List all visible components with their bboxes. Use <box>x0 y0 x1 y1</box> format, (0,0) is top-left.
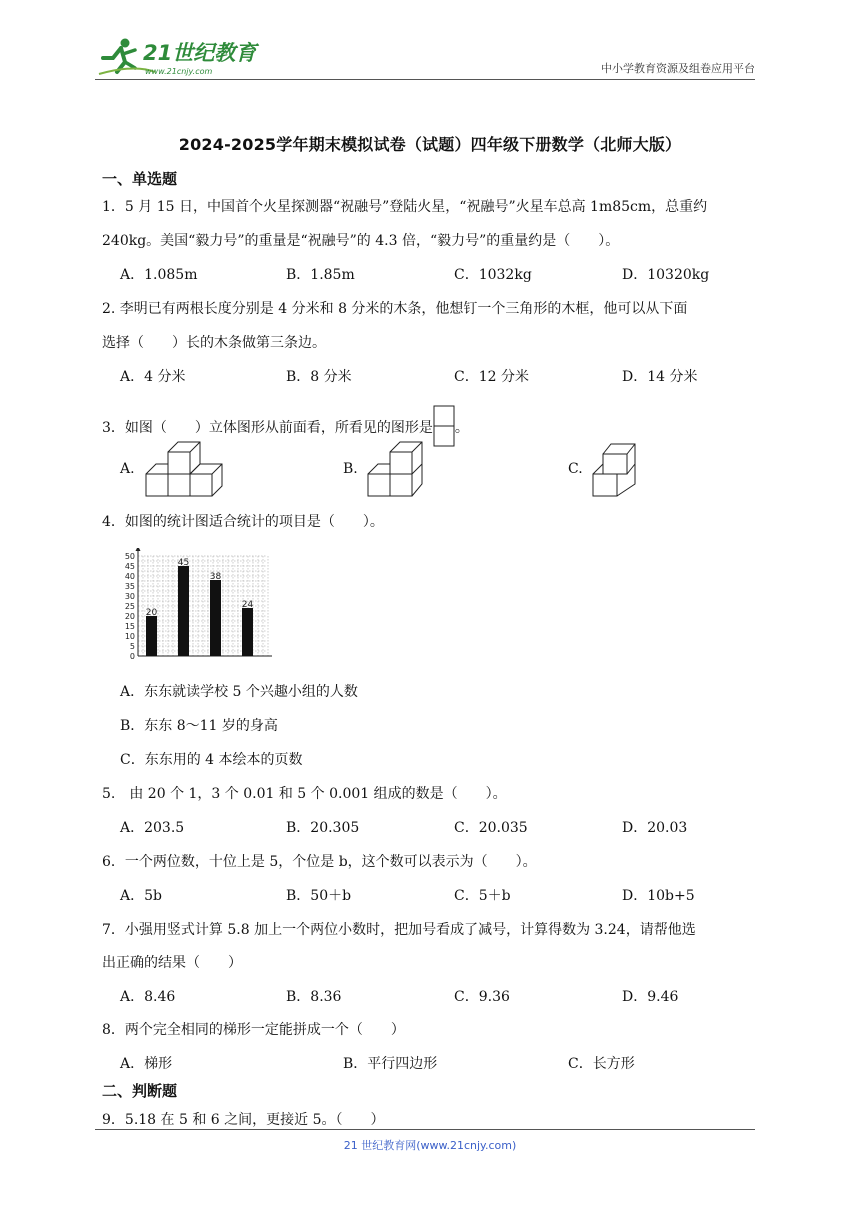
option-c[interactable]: C．长方形 <box>568 1056 635 1072</box>
bar <box>146 616 157 656</box>
question-text: 5. 由 20 个 1，3 个 0.01 和 5 个 0.001 组成的数是（ ）。 <box>102 786 507 802</box>
option-b[interactable]: B．8.36 <box>286 989 342 1005</box>
option-a[interactable]: A．东东就读学校 5 个兴趣小组的人数 <box>120 684 358 700</box>
option-c[interactable]: C．12 分米 <box>454 369 529 385</box>
option-d[interactable]: D．10b+5 <box>622 888 695 904</box>
option-b[interactable]: B．20.305 <box>286 820 360 836</box>
option-a[interactable]: A．5b <box>120 888 162 904</box>
logo-text: 21世纪教育 <box>143 41 257 65</box>
question-text: 8．两个完全相同的梯形一定能拼成一个（ ） <box>102 1022 405 1038</box>
bar-value-label: 45 <box>177 558 190 568</box>
option-a[interactable]: A．203.5 <box>120 820 185 836</box>
question-text: 9．5.18 在 5 和 6 之间，更接近 5。（ ） <box>102 1112 385 1128</box>
y-tick-label: 10 <box>124 632 135 641</box>
logo <box>95 34 265 78</box>
footer-divider <box>95 1129 755 1130</box>
option-b[interactable]: B．8 分米 <box>286 369 352 385</box>
y-tick-label: 35 <box>124 582 135 591</box>
y-tick-label: 15 <box>124 622 135 631</box>
section-heading: 一、单选题 <box>102 170 178 188</box>
y-tick-label: 0 <box>129 652 135 661</box>
bar-chart <box>116 548 272 664</box>
cube-figure-a <box>144 440 224 498</box>
question-text-part: 。 <box>454 420 469 436</box>
cube-figure-c <box>591 440 637 498</box>
question-text: 7．小强用竖式计算 5.8 加上一个两位小数时，把加号看成了减号，计算得数为 3.24，请帮他选 <box>102 922 696 938</box>
y-tick-label: 40 <box>124 572 135 581</box>
option-c[interactable]: C．东东用的 4 本绘本的页数 <box>120 752 303 768</box>
option-b[interactable]: B．1.85m <box>286 267 355 283</box>
page-footer: 21 世纪教育网(www.21cnjy.com) <box>343 1139 517 1152</box>
option-a[interactable]: A. <box>120 461 135 477</box>
option-d[interactable]: D．10320kg <box>622 267 710 283</box>
option-c[interactable]: C．5＋b <box>454 888 511 904</box>
option-c[interactable]: C．1032kg <box>454 267 532 283</box>
question-text: 2. 李明已有两根长度分别是 4 分米和 8 分米的木条，他想钉一个三角形的木框，他可以从下面 <box>102 301 688 317</box>
option-d[interactable]: D．9.46 <box>622 989 679 1005</box>
question-text: 1．5 月 15 日，中国首个火星探测器“祝融号”登陆火星，“祝融号”火星车总高 1m85cm，总重约 <box>102 199 708 215</box>
option-a[interactable]: A．8.46 <box>120 989 176 1005</box>
logo-url: www.21cnjy.com <box>145 67 213 76</box>
header-divider <box>95 79 755 80</box>
y-tick-label: 5 <box>129 642 135 651</box>
page-title: 2024-2025学年期末模拟试卷（试题）四年级下册数学（北师大版） <box>178 135 682 154</box>
cube-figure-b <box>366 440 430 498</box>
question-text: 选择（ ）长的木条做第三条边。 <box>102 335 326 351</box>
bar-value-label: 24 <box>241 600 254 610</box>
option-a[interactable]: A．4 分米 <box>120 369 186 385</box>
section-heading: 二、判断题 <box>102 1082 178 1100</box>
front-view-figure <box>433 405 455 447</box>
question-text: 出正确的结果（ ） <box>102 955 242 971</box>
option-b[interactable]: B．东东 8～11 岁的身高 <box>120 718 278 734</box>
question-text: 4．如图的统计图适合统计的项目是（ ）。 <box>102 514 384 530</box>
y-axis-arrow <box>136 548 141 551</box>
y-tick-label: 25 <box>124 602 135 611</box>
question-text: 6．一个两位数，十位上是 5，个位是 b，这个数可以表示为（ ）。 <box>102 854 537 870</box>
bar <box>242 608 253 656</box>
header-tagline: 中小学教育资源及组卷应用平台 <box>601 62 755 75</box>
bar <box>210 580 221 656</box>
option-d[interactable]: D．14 分米 <box>622 369 698 385</box>
bar <box>178 566 189 656</box>
option-c[interactable]: C．20.035 <box>454 820 528 836</box>
option-b[interactable]: B. <box>343 461 358 477</box>
bar-value-label: 20 <box>145 608 158 618</box>
y-tick-label: 20 <box>124 612 135 621</box>
y-tick-label: 30 <box>124 592 135 601</box>
y-tick-label: 45 <box>124 562 135 571</box>
bar-value-label: 38 <box>209 572 222 582</box>
option-a[interactable]: A．梯形 <box>120 1056 173 1072</box>
option-a[interactable]: A．1.085m <box>120 267 198 283</box>
option-c[interactable]: C. <box>568 461 583 477</box>
option-b[interactable]: B．平行四边形 <box>343 1056 438 1072</box>
question-text: 240kg。美国“毅力号”的重量是“祝融号”的 4.3 倍，“毅力号”的重量约是（ ）。 <box>102 233 620 249</box>
page-header <box>95 30 755 82</box>
option-d[interactable]: D．20.03 <box>622 820 688 836</box>
option-c[interactable]: C．9.36 <box>454 989 510 1005</box>
option-b[interactable]: B．50＋b <box>286 888 352 904</box>
y-tick-label: 50 <box>124 552 135 561</box>
question-text-part: 3．如图（ ）立体图形从前面看，所看见的图形是 <box>102 420 433 436</box>
